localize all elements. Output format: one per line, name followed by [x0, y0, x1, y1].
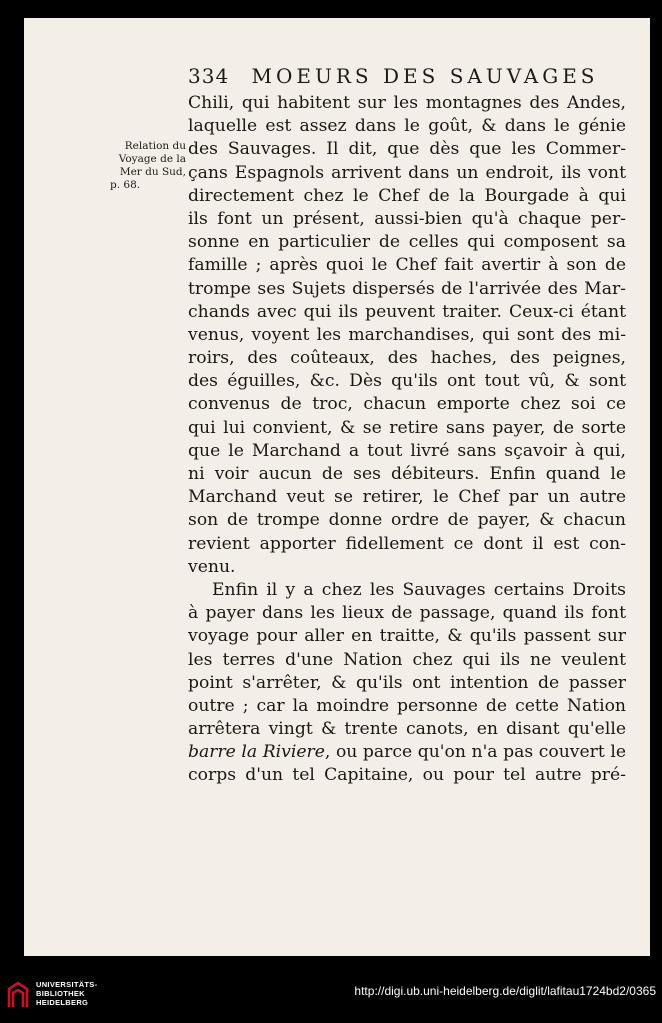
viewer-footer [0, 968, 662, 1023]
text-line: qui lui convient, & se retire sans payer, de sorte [188, 417, 626, 438]
text-line: revient apporter fidellement ce dont il est con- [188, 533, 626, 554]
page-header [188, 64, 628, 88]
text-line: des Sauvages. Il dit, que dès que les Commer- [188, 139, 626, 160]
text-line: venus, voyent les marchandises, qui sont des mi- [188, 324, 626, 345]
text-line: çans Espagnols arrivent dans un endroit, ils vont [188, 162, 626, 183]
text-line: barre la Riviere, ou parce qu'on n'a pas couvert le [188, 742, 626, 763]
margin-note-line: Mer du Sud, [119, 166, 186, 178]
text-line: point s'arrêter, & qu'ils ont intention de passer [188, 672, 626, 693]
paragraph-start-line: Enfin il y a chez les Sauvages certains Droits [212, 579, 626, 600]
text-line: directement chez le Chef de la Bourgade à qui [188, 185, 626, 206]
text-line: venu. [188, 556, 236, 577]
library-logo-icon [6, 980, 30, 1010]
text-line: son de trompe donne ordre de payer, & chacun [188, 510, 626, 531]
text-line: Chili, qui habitent sur les montagnes des Andes, [188, 93, 626, 113]
text-line: Marchand veut se retirer, le Chef par un autre [188, 487, 626, 508]
italic-phrase: barre la Riviere [188, 742, 325, 763]
text-line: à payer dans les lieux de passage, quand ils font [188, 603, 626, 624]
library-name-line: UNIVERSITÄTS- [36, 980, 98, 989]
library-name-line: BIBLIOTHEK [36, 989, 85, 998]
text-line: sonne en particulier de celles qui composent sa [188, 232, 626, 253]
margin-note [96, 140, 186, 192]
margin-note-line: Voyage de la [118, 153, 186, 165]
text-line: chands avec qui ils peuvent traiter. Ceux-ci étant [188, 301, 626, 322]
margin-note-line: Relation du [124, 140, 186, 152]
text-line: voyage pour aller en traitte, & qu'ils passent sur [188, 626, 626, 647]
text-line: laquelle est assez dans le goût, & dans le génie [188, 116, 626, 137]
text-line: outre ; car la moindre personne de cette Nation [188, 695, 626, 716]
running-title: MOEURS DES SAUVAGES [251, 64, 599, 88]
library-name [36, 980, 97, 1007]
body-text [188, 92, 626, 788]
text-line: arrêtera vingt & trente canots, en disant qu'elle [188, 719, 626, 740]
text-line: les terres d'une Nation chez qui ils ne veulent [188, 649, 626, 670]
text-line: que le Marchand a tout livré sans sçavoir à qui, [188, 440, 626, 461]
text-line: ni voir aucun de ses débiteurs. Enfin quand le [188, 464, 626, 484]
permalink-url[interactable]: http://digi.ub.uni-heidelberg.de/diglit/lafitau1724bd2/0365 [354, 984, 656, 998]
text-line: ils font un présent, aussi-bien qu'à chaque per- [188, 208, 626, 229]
text-line: corps d'un tel Capitaine, ou pour tel autre pré- [188, 765, 626, 786]
text-line: famille ; après quoi le Chef fait avertir à son de [188, 255, 626, 276]
margin-note-page-ref: p. 68. [110, 179, 141, 191]
library-name-line: HEIDELBERG [36, 998, 89, 1007]
text-line: roirs, des coûteaux, des haches, des peignes, [188, 348, 626, 369]
text-line: des éguilles, &c. Dès qu'ils ont tout vû, & sont [188, 371, 626, 392]
text-line: trompe ses Sujets dispersés de l'arrivée des Mar- [188, 278, 626, 299]
text-line: convenus de troc, chacun emporte chez soi ce [188, 394, 626, 415]
page-number: 334 [188, 64, 230, 88]
